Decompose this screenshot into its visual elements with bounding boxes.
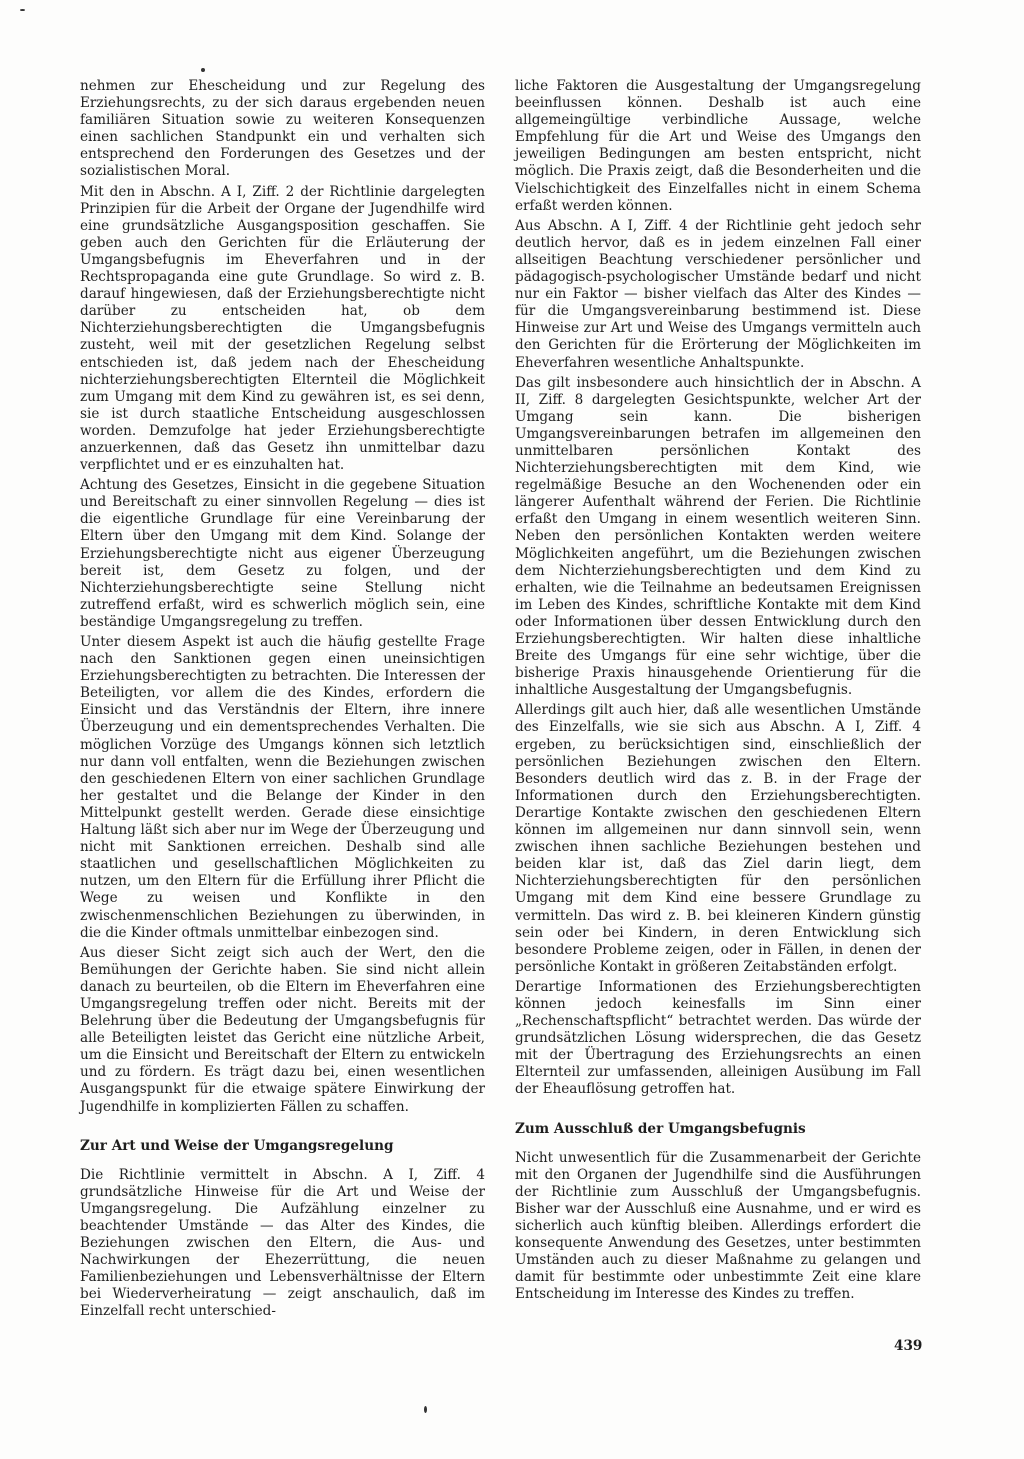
body-paragraph: Achtung des Gesetzes, Einsicht in die gegebene Situation und Bereitschaft zu einer sinnvollen Regelung — dies ist die eigentliche Grundlage für eine Vereinbarung der Eltern über den Umgang mit dem Kind. Solange der Erziehungsberechtigte nicht aus eigener Überzeugung bereit ist, dem Gesetz zu folgen, und der Nichterziehungsberechtigte seine Stellung nicht zutreffend erfaßt, wird es schwerlich möglich sein, eine beständige Umgangsregelung zu treffen. bbox=[80, 477, 485, 630]
body-paragraph: liche Faktoren die Ausgestaltung der Umgangsregelung beeinflussen können. Deshalb ist auch eine allgemeingültige verbindliche Aussage, welche Empfehlung für die Art und Weise des Umgangs den jeweiligen Bedingungen am besten entspricht, nicht möglich. Die Praxis zeigt, daß die Besonderheiten und die Vielschichtigkeit des Einzelfalles nicht in einem Schema erfaßt werden können. bbox=[515, 78, 921, 214]
body-paragraph: Nicht unwesentlich für die Zusammenarbeit der Gerichte mit den Organen der Jugendhilfe sind die Ausführungen der Richtlinie zum Ausschluß der Umgangsbefugnis. Bisher war der Ausschluß eine Ausnahme, und er wird es sicherlich auch künftig bleiben. Allerdings erfordert die konsequente Anwendung des Gesetzes, unter bestimmten Umständen auch zu dieser Maßnahme zu gelangen und damit für bestimmte oder unbestimmte Zeit eine klare Entscheidung im Interesse des Kindes zu treffen. bbox=[515, 1149, 921, 1303]
body-paragraph: Mit den in Abschn. A I, Ziff. 2 der Richtlinie dargelegten Prinzipien für die Arbeit der Organe der Jugendhilfe wird eine grundsätzliche Ausgangsposition geschaffen. Sie geben auch den Gerichten für die Erläuterung der Umgangsbefugnis im Eheverfahren und in der Rechtspropaganda eine gute Grundlage. So wird z. B. darauf hingewiesen, daß der Erziehungsberechtigte nicht darüber zu entscheiden hat, ob dem Nichterziehungsberechtigten die Umgangsbefugnis zusteht, weil mit der gesetzlichen Regelung selbst entschieden ist, daß jedem nach der Ehescheidung nichterziehungsberechtigten Elternteil die Möglichkeit zum Umgang mit dem Kind zu gewähren ist, es sei denn, sie ist durch staatliche Entscheidung ausgeschlossen worden. Demzufolge hat jeder Erziehungsberechtigte anzuerkennen, daß das Gesetz ihn unmittelbar dazu verpflichtet und er es einzuhalten hat. bbox=[80, 183, 485, 474]
body-paragraph: nehmen zur Ehescheidung und zur Regelung des Erziehungsrechts, zu der sich daraus ergebenden neuen familiären Situation sowie zu weiteren Konsequenzen einen sachlichen Standpunkt ein und verhalten sich entsprechend den Forderungen des Gesetzes und der sozialistischen Moral. bbox=[80, 78, 485, 180]
body-paragraph: Allerdings gilt auch hier, daß alle wesentlichen Umstände des Einzelfalls, wie sie sich aus Abschn. A I, Ziff. 4 ergeben, zu berücksichtigen sind, einschließlich der persönlichen Beziehungen zwischen den Eltern. Besonders deutlich wird das z. B. in der Frage der Informationen durch den Erziehungsberechtigten. Derartige Kontakte zwischen den geschiedenen Eltern können im allgemeinen nur dann sinnvoll sein, wenn zwischen ihnen sachliche Beziehungen bestehen und beiden klar ist, daß das Ziel darin liegt, dem Nichterziehungsberechtigten für den persönlichen Umgang mit dem Kind eine bessere Grundlage zu vermitteln. Das wird z. B. bei kleineren Kindern günstig sein oder bei Kindern, in deren Entwicklung sich besondere Probleme zeigen, oder in Fällen, in denen der persönliche Kontakt in größeren Zeitabständen erfolgt. bbox=[515, 702, 921, 975]
body-paragraph: Aus Abschn. A I, Ziff. 4 der Richtlinie geht jedoch sehr deutlich hervor, daß es in jedem einzelnen Fall einer allseitigen Beachtung verschiedener persönlicher und pädagogisch-psychologischer Umstände bedarf und nicht nur ein Faktor — bisher vielfach das Alter des Kindes — für die Umgangsvereinbarung bestimmend ist. Diese Hinweise zur Art und Weise des Umgangs vermitteln auch den Gerichten für die Erörterung der Möglichkeiten im Eheverfahren wesentliche Anhaltspunkte. bbox=[515, 217, 921, 371]
section-heading: Zur Art und Weise der Umgangsregelung bbox=[80, 1137, 394, 1154]
page-number: 439 bbox=[894, 1338, 923, 1354]
right-column bbox=[515, 78, 921, 1306]
body-paragraph: Die Richtlinie vermittelt in Abschn. A I, Ziff. 4 grundsätzliche Hinweise für die Art und Weise der Umgangsregelung. Die Aufzählung einzelner zu beachtender Umstände — das Alter des Kindes, die Beziehungen zwischen den Eltern, die Aus- und Nachwirkungen der Ehezerrüttung, die neuen Familienbeziehungen und Lebensverhältnisse der Eltern bei Wiederverheiratung — zeigt anschaulich, daß im Einzelfall recht unterschied- bbox=[80, 1166, 485, 1320]
scan-speck-corner bbox=[20, 9, 25, 11]
body-paragraph: Aus dieser Sicht zeigt sich auch der Wert, den die Bemühungen der Gerichte haben. Sie sind nicht allein danach zu beurteilen, ob die Eltern im Eheverfahren eine Umgangsregelung treffen oder nicht. Bereits mit der Belehrung über die Bedeutung der Umgangsbefugnis für alle Beteiligten leistet das Gericht eine nützliche Arbeit, um die Einsicht und Bereitschaft der Eltern zu entwickeln und zu fördern. Es trägt dazu bei, einen wesentlichen Ausgangspunkt für die etwaige spätere Einwirkung der Jugendhilfe in komplizierten Fällen zu schaffen. bbox=[80, 944, 485, 1115]
section-heading: Zum Ausschluß der Umgangsbefugnis bbox=[515, 1120, 806, 1137]
scan-speck-top bbox=[201, 68, 205, 72]
scan-speck-bottom bbox=[424, 1406, 427, 1413]
body-paragraph: Unter diesem Aspekt ist auch die häufig gestellte Frage nach den Sanktionen gegen einen uneinsichtigen Erziehungsberechtigten zu betrachten. Die Interessen der Beteiligten, vor allem die des Kindes, erfordern die Einsicht und das Verständnis der Eltern, ihre innere Überzeugung und ein dementsprechendes Verhalten. Die möglichen Vorzüge des Umgangs können sich letztlich nur dann voll entfalten, wenn die Beziehungen zwischen den geschiedenen Eltern von einer sachlichen Grundlage her gestaltet und die Belange der Kinder in den Mittelpunkt gestellt werden. Gerade diese einsichtige Haltung läßt sich aber nur im Wege der Überzeugung und nicht mit Sanktionen erreichen. Deshalb sind alle staatlichen und gesellschaftlichen Möglichkeiten zu nutzen, um den Eltern für die Erfüllung ihrer Pflicht die Wege zu weisen und Konflikte in den zwischenmenschlichen Beziehungen zu überwinden, in die die Kinder oftmals unmittelbar einbezogen sind. bbox=[80, 634, 485, 941]
body-paragraph: Das gilt insbesondere auch hinsichtlich der in Abschn. A II, Ziff. 8 dargelegten Gesichtspunkte, welcher Art der Umgang sein kann. Die bisherigen Umgangsvereinbarungen betrafen im allgemeinen den unmittelbaren persönlichen Kontakt des Nichterziehungsberechtigten mit dem Kind, wie regelmäßige Besuche an den Wochenenden oder ein längerer Aufenthalt während der Ferien. Die Richtlinie erfaßt den Umgang in einem wesentlich weiteren Sinn. Neben den persönlichen Kontakten werden weitere Möglichkeiten angeführt, um die Beziehungen zwischen dem Nichterziehungsberechtigten und dem Kind zu erhalten, wie die Teilnahme an bedeutsamen Ereignissen im Leben des Kindes, schriftliche Kontakte mit dem Kind oder Informationen über dessen Entwicklung durch den Erziehungsberechtigten. Wir halten diese inhaltliche Breite des Umgangs für eine sehr wichtige, über die bisherige Praxis hinausgehende Orientierung für die inhaltliche Ausgestaltung der Umgangsbefugnis. bbox=[515, 374, 921, 699]
left-column bbox=[80, 78, 485, 1323]
body-paragraph: Derartige Informationen des Erziehungsberechtigten können jedoch keinesfalls im Sinn einer „Rechenschaftspflicht“ betrachtet werden. Das würde der grundsätzlichen Lösung widersprechen, die das Gesetz mit der Übertragung des Erziehungsrechts an einen Elternteil zur umfassenden, alleinigen Ausübung im Fall der Eheauflösung getroffen hat. bbox=[515, 978, 921, 1098]
